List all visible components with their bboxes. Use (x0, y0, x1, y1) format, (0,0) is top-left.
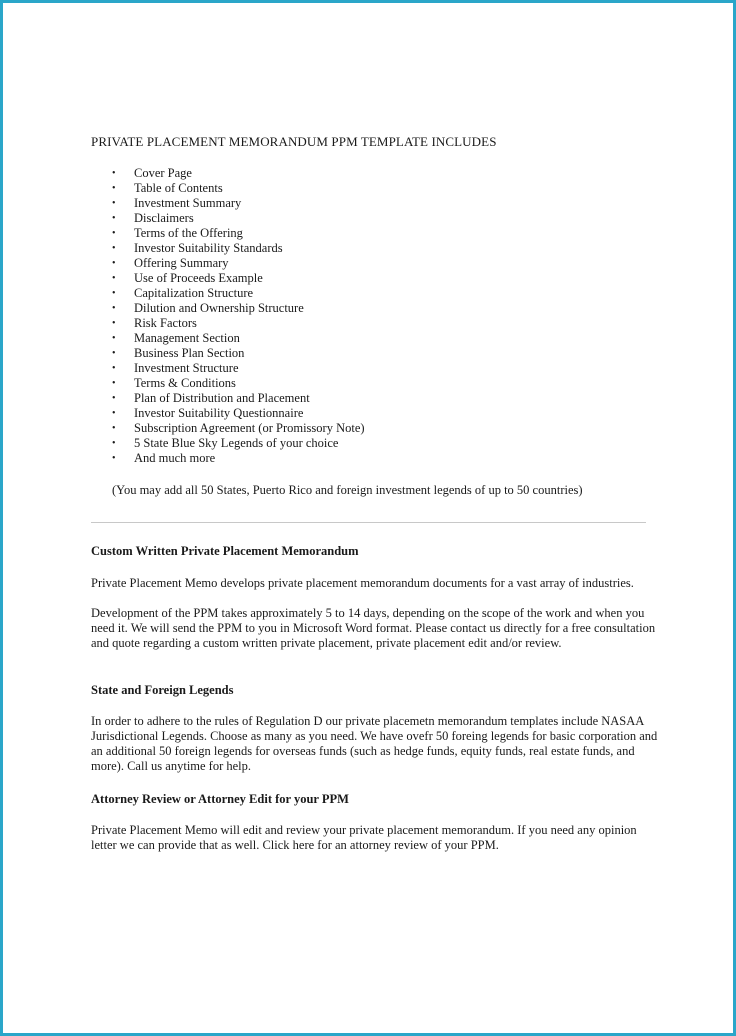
custom-section-paragraph-1: Private Placement Memo develops private placement memorandum documents for a vast array of industries. (91, 576, 634, 590)
bullet-icon: • (112, 228, 116, 239)
legends-note: (You may add all 50 States, Puerto Rico and foreign investment legends of up to 50 countries) (112, 483, 583, 497)
document-title: PRIVATE PLACEMENT MEMORANDUM PPM TEMPLATE INCLUDES (91, 134, 497, 149)
list-item: • Plan of Distribution and Placement (112, 391, 310, 405)
list-item: • And much more (112, 451, 216, 465)
list-item: • 5 State Blue Sky Legends of your choice (112, 436, 339, 450)
list-item: • Investor Suitability Standards (112, 241, 283, 255)
bullet-icon: • (112, 393, 116, 404)
bullet-icon: • (112, 303, 116, 314)
list-item: • Investor Suitability Questionnaire (112, 406, 304, 420)
list-item: • Cover Page (112, 166, 192, 180)
list-item: • Risk Factors (112, 316, 197, 330)
list-item: • Capitalization Structure (112, 286, 254, 300)
list-item: • Subscription Agreement (or Promissory Note) (112, 421, 365, 435)
list-item: • Investment Structure (112, 361, 239, 375)
bullet-icon: • (112, 258, 116, 269)
attorney-section-heading: Attorney Review or Attorney Edit for your PPM (91, 792, 349, 806)
bullet-icon: • (112, 318, 116, 329)
bullet-icon: • (112, 198, 116, 209)
bullet-icon: • (112, 438, 116, 449)
list-item: • Use of Proceeds Example (112, 271, 263, 285)
bullet-icon: • (112, 213, 116, 224)
list-item: • Terms & Conditions (112, 376, 236, 390)
list-item: • Dilution and Ownership Structure (112, 301, 304, 315)
includes-list (91, 166, 365, 466)
bullet-icon: • (112, 423, 116, 434)
list-item: • Investment Summary (112, 196, 242, 210)
legends-section-paragraph: In order to adhere to the rules of Regulation D our private placemetn memorandum templates include NASAA Jurisdictional Legends. Choose as many as you need. We have ovefr 50 foreing legends for basic corporation and an additional 50 foreign legends for overseas funds (such as hedge funds, equity funds, real estate funds, and more). Call us anytime for help. (91, 714, 658, 773)
bullet-icon: • (112, 453, 116, 464)
bullet-icon: • (112, 363, 116, 374)
list-item: • Business Plan Section (112, 346, 245, 360)
bullet-icon: • (112, 168, 116, 179)
bullet-icon: • (112, 288, 116, 299)
custom-section-heading: Custom Written Private Placement Memorandum (91, 544, 359, 558)
bullet-icon: • (112, 273, 116, 284)
bullet-icon: • (112, 333, 116, 344)
attorney-section-paragraph: Private Placement Memo will edit and review your private placement memorandum. If you need any opinion letter we can provide that as well. Click here for an attorney review of your PPM. (91, 823, 637, 852)
bullet-icon: • (112, 408, 116, 419)
bullet-icon: • (112, 348, 116, 359)
list-item: • Terms of the Offering (112, 226, 243, 240)
bullet-icon: • (112, 378, 116, 389)
list-item: • Offering Summary (112, 256, 229, 270)
legends-section-heading: State and Foreign Legends (91, 683, 234, 697)
custom-section-paragraph-2: Development of the PPM takes approximately 5 to 14 days, depending on the scope of the work and when you need it. We will send the PPM to you in Microsoft Word format. Please contact us directly for a free consultation and quote regarding a custom written private placement, private placement edit and/or review. (91, 606, 656, 650)
bullet-icon: • (112, 183, 116, 194)
bullet-icon: • (112, 243, 116, 254)
divider (91, 522, 646, 523)
list-item: • Disclaimers (112, 211, 194, 225)
list-item: • Management Section (112, 331, 240, 345)
list-item: • Table of Contents (112, 181, 223, 195)
